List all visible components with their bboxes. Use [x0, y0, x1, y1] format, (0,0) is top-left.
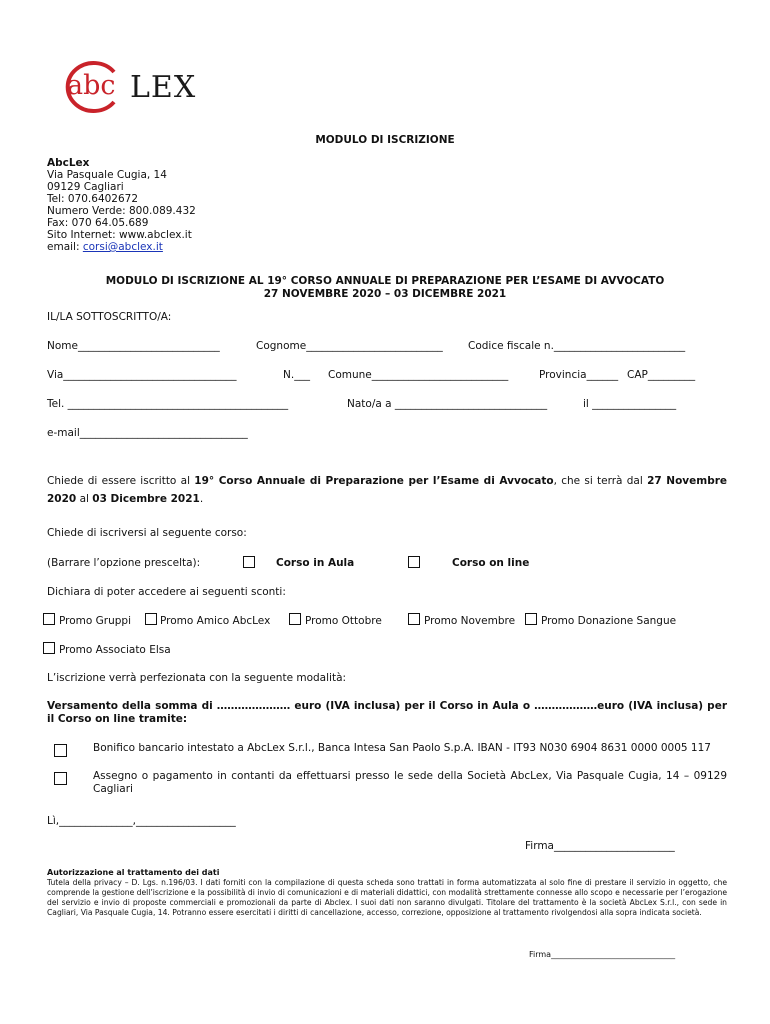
- field-provincia[interactable]: Provincia______: [539, 369, 619, 381]
- request-end-date: 03 Dicembre 2021: [92, 493, 200, 505]
- request-course-name: 19° Corso Annuale di Preparazione per l’Esame di Avvocato: [194, 475, 554, 487]
- request-text-2: , che si terrà dal: [553, 475, 648, 487]
- modality-label: L’iscrizione verrà perfezionata con la seguente modalità:: [47, 672, 347, 684]
- company-name: AbcLex: [47, 157, 90, 169]
- discounts-label: Dichiara di poter accedere ai seguenti sconti:: [47, 586, 286, 598]
- promo-amico-label: Promo Amico AbcLex: [160, 615, 271, 627]
- promo-novembre-label: Promo Novembre: [424, 615, 516, 627]
- field-data-nascita[interactable]: il ________________: [583, 398, 677, 410]
- field-email[interactable]: e-mail________________________________: [47, 427, 248, 439]
- checkbox-promo-gruppi[interactable]: [43, 613, 55, 625]
- logo-abc-text: abc: [67, 70, 116, 101]
- company-site: Sito Internet: www.abclex.it: [47, 229, 192, 241]
- company-verde: Numero Verde: 800.089.432: [47, 205, 196, 217]
- checkbox-promo-novembre[interactable]: [408, 613, 420, 625]
- checkbox-bonifico[interactable]: [54, 744, 67, 757]
- promo-donazione-label: Promo Donazione Sangue: [541, 615, 677, 627]
- pay-bonifico-label: Bonifico bancario intestato a AbcLex S.r.l., Banca Intesa San Paolo S.p.A. IBAN - IT93 N030 6904 8631 0000 0005 117: [93, 742, 711, 754]
- checkbox-corso-online[interactable]: [408, 556, 420, 568]
- checkbox-promo-donazione[interactable]: [525, 613, 537, 625]
- request-text-4: .: [199, 493, 204, 505]
- company-email-link[interactable]: corsi@abclex.it: [82, 241, 163, 253]
- company-email-label: email:: [47, 241, 83, 253]
- option-corso-aula-label: Corso in Aula: [276, 557, 355, 569]
- field-comune[interactable]: Comune__________________________: [328, 369, 509, 381]
- options-label: (Barrare l’opzione prescelta):: [47, 557, 201, 569]
- request-paragraph: [47, 472, 727, 508]
- checkbox-promo-amico[interactable]: [145, 613, 157, 625]
- privacy-title: Autorizzazione al trattamento dei dati: [47, 868, 220, 877]
- request-text-3: al: [76, 493, 93, 505]
- company-email-row: [47, 241, 196, 253]
- signature-field-1[interactable]: Firma_______________________: [525, 840, 675, 852]
- payment-text: Versamento della somma di ………………… euro (IVA inclusa) per il Corso in Aula o ………………euro (IVA inclusa) per il Corso on line tramite:: [47, 700, 727, 725]
- logo-lex-text: LEX: [130, 70, 197, 105]
- field-cognome[interactable]: Cognome__________________________: [256, 340, 443, 352]
- page-title: MODULO DI ISCRIZIONE: [315, 134, 455, 146]
- abclex-logo: [62, 56, 202, 118]
- field-codice-fiscale[interactable]: Codice fiscale n._________________________: [468, 340, 686, 352]
- promo-elsa-label: Promo Associato Elsa: [59, 644, 171, 656]
- undersigned-label: IL/LA SOTTOSCRITTO/A:: [47, 311, 172, 323]
- place-date-field[interactable]: Lì,______________,___________________: [47, 815, 236, 827]
- field-via[interactable]: Via_________________________________: [47, 369, 237, 381]
- course-title-line1: MODULO DI ISCRIZIONE AL 19° CORSO ANNUALE DI PREPARAZIONE PER L’ESAME DI AVVOCATO: [105, 275, 665, 287]
- company-city: 09129 Cagliari: [47, 181, 124, 193]
- course-title: [0, 275, 770, 301]
- checkbox-assegno[interactable]: [54, 772, 67, 785]
- company-address: [47, 157, 196, 253]
- field-numero[interactable]: N.___: [283, 369, 310, 381]
- field-nome[interactable]: Nome___________________________: [47, 340, 220, 352]
- pay-assegno-label: Assegno o pagamento in contanti da effettuarsi presso le sede della Società AbcLex, Via Pasquale Cugia, 14 – 09129 Cagliari: [93, 770, 727, 795]
- checkbox-promo-elsa[interactable]: [43, 642, 55, 654]
- enroll-label: Chiede di iscriversi al seguente corso:: [47, 527, 247, 539]
- request-text-1: Chiede di essere iscritto al: [47, 475, 195, 487]
- checkbox-promo-ottobre[interactable]: [289, 613, 301, 625]
- company-tel: Tel: 070.6402672: [47, 193, 139, 205]
- promo-ottobre-label: Promo Ottobre: [305, 615, 382, 627]
- checkbox-corso-aula[interactable]: [243, 556, 255, 568]
- company-fax: Fax: 070 64.05.689: [47, 217, 149, 229]
- option-corso-online-label: Corso on line: [452, 557, 530, 569]
- field-cap[interactable]: CAP_________: [627, 369, 696, 381]
- course-title-line2: 27 NOVEMBRE 2020 – 03 DICEMBRE 2021: [263, 288, 507, 300]
- signature-field-2[interactable]: Firma_______________________________: [529, 950, 676, 959]
- company-street: Via Pasquale Cugia, 14: [47, 169, 167, 181]
- promo-gruppi-label: Promo Gruppi: [59, 615, 132, 627]
- field-tel[interactable]: Tel. __________________________________________: [47, 398, 289, 410]
- request-start-date: 27 Novembre 2020: [47, 475, 728, 505]
- field-nato[interactable]: Nato/a a _____________________________: [347, 398, 548, 410]
- privacy-text: Tutela della privacy – D. Lgs. n.196/03. I dati forniti con la compilazione di questa scheda sono trattati in forma automatizzata al solo fine di prestare il servizio in oggetto, che comprende la gestione dell’iscrizione e la possibilità di invio di comunicazioni e di materiali didattici, con modalità strettamente connesse allo scopo e necessarie per l’erogazione del servizio e invio di proposte commerciali e promozionali da parte di Abclex. I suoi dati non saranno divulgati. Titolare del trattamento è la società AbcLex S.r.l., con sede in Cagliari, Via Pasquale Cugia, 14. Potranno essere esercitati i diritti di cancellazione, accesso, correzione, opposizione al trattamento rivolgendosi alla sopra indicata società.: [47, 878, 727, 917]
